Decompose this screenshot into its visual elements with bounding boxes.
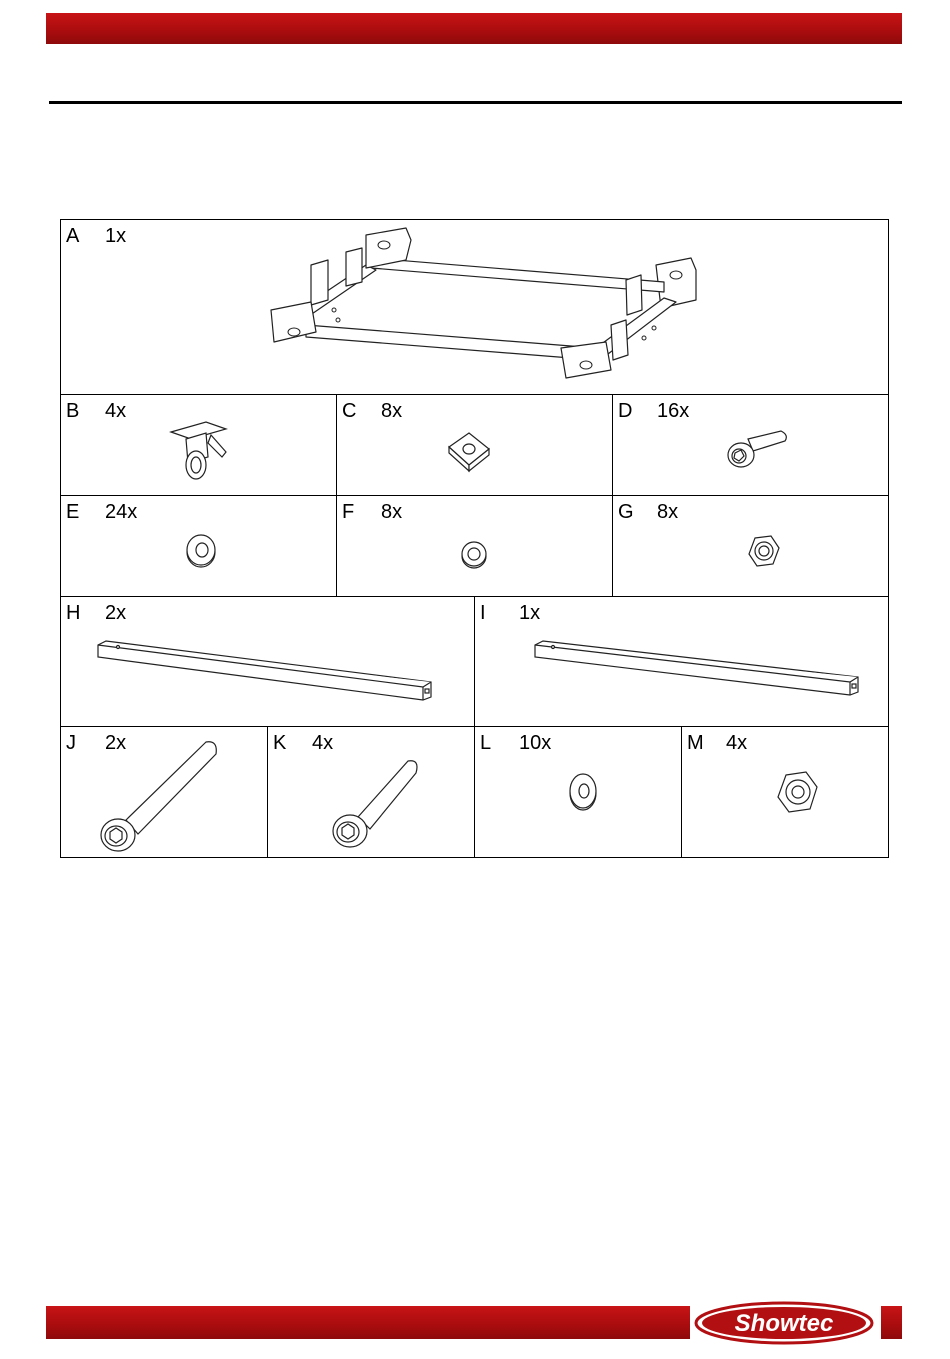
lock-nut-icon <box>743 532 783 572</box>
part-quantity: 4x <box>105 400 127 422</box>
hex-socket-bolt-medium-icon <box>328 749 428 857</box>
hex-socket-bolt-long-icon <box>96 732 226 857</box>
part-quantity: 8x <box>381 400 403 422</box>
part-quantity: 2x <box>105 732 127 754</box>
lock-nut-icon <box>772 769 822 819</box>
square-nut-icon <box>445 427 495 477</box>
part-cell-g <box>613 496 888 597</box>
part-letter: A <box>66 225 80 247</box>
part-letter: K <box>273 732 287 754</box>
header-rule <box>49 101 902 104</box>
part-quantity: 8x <box>657 501 679 523</box>
part-quantity: 4x <box>726 732 748 754</box>
part-quantity: 8x <box>381 501 403 523</box>
part-letter: G <box>618 501 634 523</box>
part-letter: C <box>342 400 357 422</box>
parts-table <box>60 219 889 858</box>
part-quantity: 24x <box>105 501 138 523</box>
showtec-logo-icon <box>690 1299 881 1347</box>
part-cell-b <box>61 395 337 496</box>
part-letter: M <box>687 732 704 754</box>
part-cell-l <box>475 727 682 857</box>
part-letter: F <box>342 501 355 523</box>
part-cell-j <box>61 727 268 857</box>
part-cell-f <box>337 496 613 597</box>
part-letter: B <box>66 400 80 422</box>
part-cell-m <box>682 727 888 857</box>
part-cell-i <box>475 597 888 727</box>
part-quantity: 1x <box>519 602 541 624</box>
tube-bar-icon <box>533 637 873 707</box>
part-quantity: 16x <box>657 400 690 422</box>
part-cell-a <box>61 220 888 395</box>
part-letter: E <box>66 501 80 523</box>
part-letter: J <box>66 732 76 754</box>
part-letter: L <box>480 732 492 754</box>
castor-wheel-icon <box>166 417 236 487</box>
washer-icon <box>563 769 603 814</box>
part-cell-h <box>61 597 475 727</box>
part-letter: D <box>618 400 633 422</box>
part-cell-k <box>268 727 475 857</box>
hex-socket-bolt-short-icon <box>723 427 793 477</box>
part-cell-d <box>613 395 888 496</box>
part-cell-c <box>337 395 613 496</box>
part-cell-e <box>61 496 337 597</box>
part-quantity: 2x <box>105 602 127 624</box>
part-quantity: 1x <box>105 225 127 247</box>
part-quantity: 4x <box>312 732 334 754</box>
logo-text: Showtec <box>734 1310 834 1337</box>
spring-washer-icon <box>454 534 494 574</box>
part-quantity: 10x <box>519 732 552 754</box>
part-letter: H <box>66 602 81 624</box>
tube-bar-icon <box>96 637 446 712</box>
washer-icon <box>181 530 221 570</box>
frame-icon <box>266 220 716 395</box>
header-bar <box>46 13 902 44</box>
part-letter: I <box>480 602 486 624</box>
brand-logo <box>690 1299 881 1347</box>
